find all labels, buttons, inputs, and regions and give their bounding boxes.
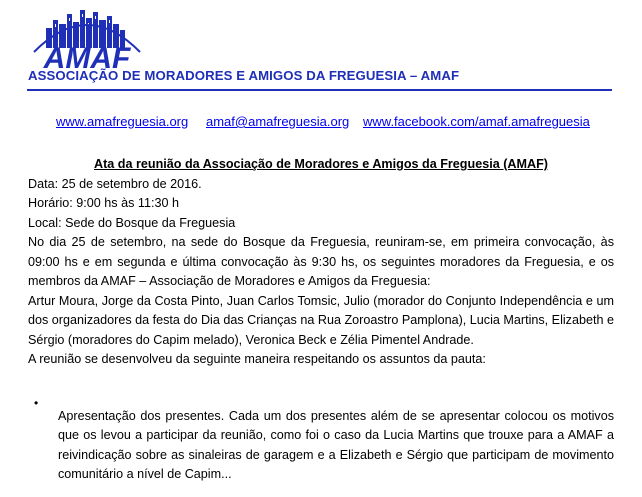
- amaf-logo-icon: [28, 8, 146, 72]
- facebook-link[interactable]: www.facebook.com/amaf.amafreguesia: [363, 114, 590, 129]
- document-title: Ata da reunião da Associação de Moradores e Amigos da Freguesia (AMAF): [94, 157, 548, 171]
- meeting-minutes: [28, 155, 614, 370]
- contact-links: [0, 114, 642, 130]
- meeting-time: Horário: 9:00 hs às 11:30 h: [28, 196, 179, 210]
- meeting-date: Data: 25 de setembro de 2016.: [28, 176, 202, 191]
- paragraph-attendance-intro: No dia 25 de setembro, na sede do Bosque da Freguesia, reuniram-se, em primeira convocação, às 09:00 hs e em segunda e última convocação às 9:30 hs, os seguintes moradores da Freguesia, e os membros da AMAF – Associação de Moradores e Amigos da Freguesia:: [28, 235, 614, 288]
- agenda-list: [28, 394, 614, 497]
- organization-name: ASSOCIAÇÃO DE MORADORES E AMIGOS DA FREGUESIA – AMAF: [28, 68, 460, 83]
- bullet-icon: •: [34, 396, 39, 410]
- amaf-logo: [28, 8, 146, 72]
- meeting-location: Local: Sede do Bosque da Freguesia: [28, 215, 236, 230]
- svg-text:AMAF: AMAF: [43, 42, 131, 72]
- agenda-item: Apresentação dos presentes. Cada um dos presentes além de se apresentar colocou os motivos que os levou a participar da reunião, como foi o caso da Lucia Martins que trouxe para a AMAF a reivindicação sobre as sinaleiras de garagem e a Elizabeth e Sérgio que participam de movimento comunitário a nível de Capim...: [58, 408, 614, 482]
- header-divider: [27, 89, 612, 91]
- paragraph-agenda-intro: A reunião se desenvolveu da seguinte maneira respeitando os assuntos da pauta:: [28, 352, 486, 366]
- paragraph-attendees: Artur Moura, Jorge da Costa Pinto, Juan Carlos Tomsic, Julio (morador do Conjunto Independência e um dos organizadores da festa do Dia das Crianças na Rua Zoroastro Pamplona), Lucia Martins, Elizabeth e Sérgio (moradores do Capim melado), Veronica Beck e Zélia Pimentel Andrade.: [28, 293, 614, 347]
- email-link[interactable]: amaf@amafreguesia.org: [206, 114, 350, 129]
- website-link[interactable]: www.amafreguesia.org: [56, 114, 189, 129]
